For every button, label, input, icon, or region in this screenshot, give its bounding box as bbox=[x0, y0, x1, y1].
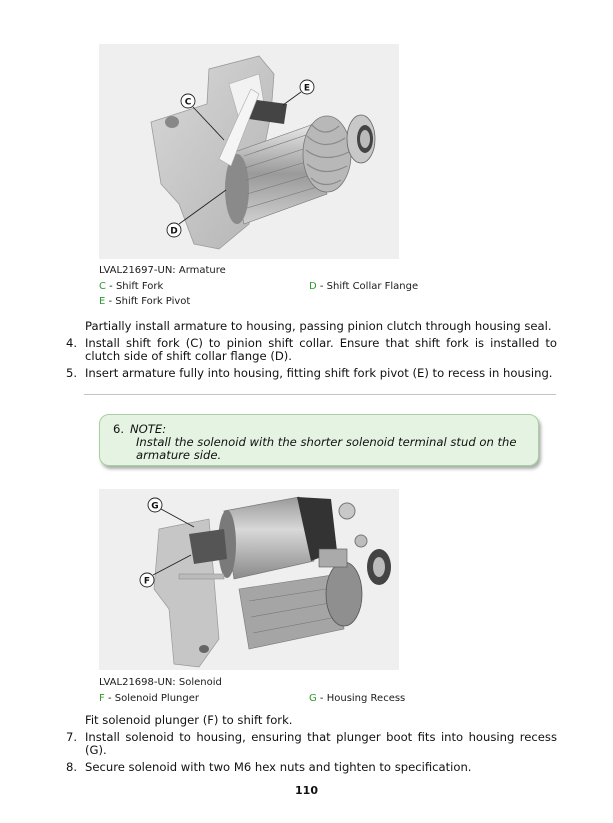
step-number: 6. bbox=[113, 422, 125, 436]
armature-illustration bbox=[99, 44, 399, 259]
section-divider bbox=[84, 394, 556, 395]
svg-text:F: F bbox=[143, 576, 151, 587]
step-text: Install solenoid to housing, ensuring that plunger boot fits into housing recess (G). bbox=[85, 730, 557, 757]
armature-figure bbox=[99, 44, 399, 259]
note-text: Install the solenoid with the shorter solenoid terminal stud on the armature side. bbox=[136, 435, 517, 462]
legend-key: E bbox=[99, 296, 106, 307]
legend-key: C bbox=[99, 280, 106, 292]
svg-text:E: E bbox=[303, 83, 311, 94]
armature-caption bbox=[99, 263, 519, 310]
armature-instructions bbox=[66, 320, 557, 384]
figure-id-label: LVAL21698-UN: Solenoid bbox=[99, 677, 222, 688]
legend-item-shift-fork-pivot: E - Shift Fork Pivot bbox=[99, 296, 191, 307]
note-box bbox=[99, 414, 539, 466]
note-label: NOTE: bbox=[130, 422, 167, 436]
legend-key: F bbox=[99, 692, 105, 704]
legend-item-solenoid-plunger: F - Solenoid Plunger bbox=[99, 692, 199, 704]
solenoid-instructions bbox=[66, 714, 557, 778]
step-number: 8. bbox=[66, 760, 78, 774]
step-4 bbox=[66, 337, 557, 363]
step-number: 5. bbox=[66, 366, 78, 380]
legend-item-shift-collar-flange: D - Shift Collar Flange bbox=[309, 280, 419, 292]
page-number: 110 bbox=[295, 784, 318, 797]
step-text: Secure solenoid with two M6 hex nuts and tighten to specification. bbox=[85, 760, 472, 774]
legend-key: G bbox=[309, 692, 317, 704]
figure-id-label: LVAL21697-UN: Armature bbox=[99, 265, 226, 276]
legend-item-housing-recess: G - Housing Recess bbox=[309, 692, 406, 704]
step-number: 4. bbox=[66, 336, 78, 350]
intro-paragraph: Fit solenoid plunger (F) to shift fork. bbox=[85, 713, 293, 727]
svg-text:C: C bbox=[184, 97, 192, 108]
svg-text:D: D bbox=[170, 226, 178, 237]
step-8 bbox=[66, 761, 557, 774]
step-text: Install shift fork (C) to pinion shift collar. Ensure that shift fork is installed to clutch side of shift collar flange (D). bbox=[85, 336, 557, 363]
step-text: Insert armature fully into housing, fitting shift fork pivot (E) to recess in housing. bbox=[85, 366, 553, 380]
step-5 bbox=[66, 367, 557, 380]
step-7 bbox=[66, 731, 557, 757]
solenoid-caption bbox=[99, 675, 519, 706]
legend-item-shift-fork: C - Shift Fork bbox=[99, 280, 164, 292]
legend-key: D bbox=[309, 280, 317, 292]
solenoid-illustration bbox=[99, 489, 399, 670]
step-number: 7. bbox=[66, 730, 78, 744]
solenoid-figure bbox=[99, 489, 399, 670]
svg-text:G: G bbox=[151, 501, 159, 512]
intro-paragraph: Partially install armature to housing, passing pinion clutch through housing seal. bbox=[85, 319, 552, 333]
